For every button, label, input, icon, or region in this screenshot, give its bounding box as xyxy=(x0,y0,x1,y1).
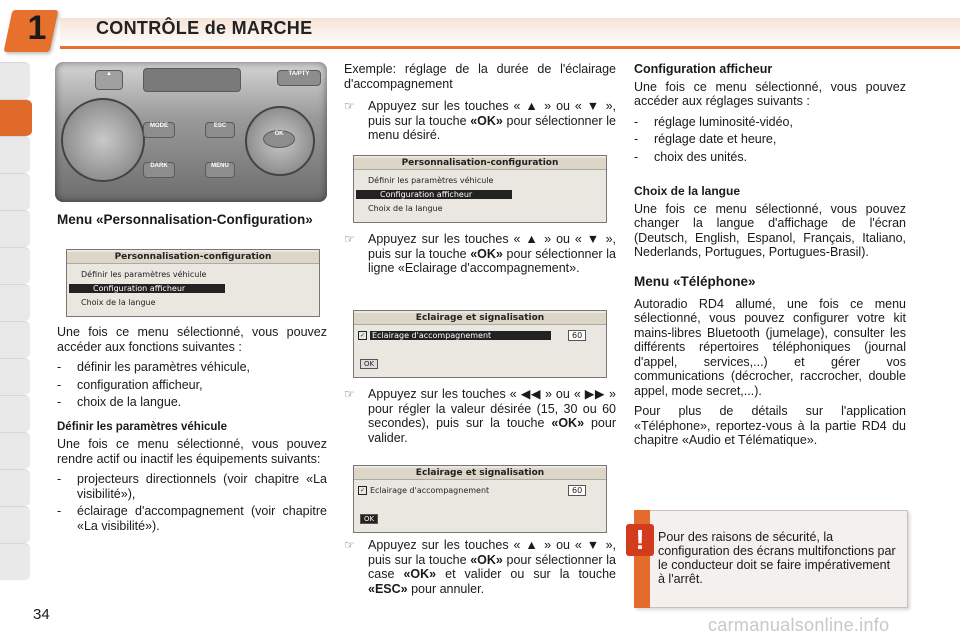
page-title: CONTRÔLE de MARCHE xyxy=(96,18,313,38)
chapter-tab[interactable] xyxy=(0,284,30,322)
list-item: - choix des unités. xyxy=(634,150,906,165)
screen-line: Définir les paramètres véhicule xyxy=(81,270,207,279)
exclamation-icon: ! xyxy=(626,524,654,556)
chapter-tab[interactable] xyxy=(0,173,30,211)
ok-button: OK xyxy=(263,130,295,148)
telephone-title: Menu «Téléphone» xyxy=(634,273,756,289)
middle-step-4 xyxy=(344,538,616,602)
step-3: ☞ Appuyez sur les touches « ◀◀ » ou « ▶▶ » pour régler la valeur désirée (15, 30 ou 60 secondes), puis sur la touche «OK» pour valider. xyxy=(344,387,616,445)
ok-box: OK xyxy=(360,359,378,369)
chapter-number: 1 xyxy=(27,9,47,47)
screen-line: Choix de la langue xyxy=(81,298,156,307)
equipment-list xyxy=(57,472,327,533)
telephone-text: Autoradio RD4 allumé, une fois ce menu sélectionné, vous pouvez configurer votre kit mains-libres Bluetooth (jumelage), consulter les différents répertoires téléphoniques (journal d'appel, services,...) et gérer vos communications (décrocher, raccrocher, double appel, mode secret,...). xyxy=(634,296,906,398)
screen-title: Personnalisation-configuration xyxy=(67,252,319,264)
pointing-hand-icon: ☞ xyxy=(344,232,355,246)
lang-text: Une fois ce menu sélectionné, vous pouvez changer la langue d'affichage de l'écran (Deutsch, English, Espanol, Français, Italiano, Nederlands, Portugues, Portugues-Brasil). xyxy=(634,201,906,259)
chapter-tab[interactable] xyxy=(0,432,30,470)
ta-pty-button: TA/PTY xyxy=(277,70,321,86)
left-column xyxy=(57,212,327,235)
list-item: - projecteurs directionnels (voir chapitre «La visibilité»), xyxy=(57,472,327,501)
section-text: Une fois ce menu sélectionné, vous pouvez rendre actif ou inactif les équipements suivants: xyxy=(57,437,327,466)
chapter-tab[interactable] xyxy=(0,136,30,174)
chapter-tab[interactable] xyxy=(0,321,30,359)
list-item: - configuration afficheur, xyxy=(57,378,327,393)
step-1: ☞ Appuyez sur les touches « ▲ » ou « ▼ », puis sur la touche «OK» pour sélectionner le menu désiré. xyxy=(344,99,616,142)
list-item: - éclairage d'accompagnement (voir chapitre «La visibilité»). xyxy=(57,504,327,533)
pointing-hand-icon: ☞ xyxy=(344,538,355,552)
list-item: - choix de la langue. xyxy=(57,395,327,410)
checkbox-icon: ✓ xyxy=(359,487,366,494)
list-item: - réglage luminosité-vidéo, xyxy=(634,115,906,130)
intro-text: Une fois ce menu sélectionné, vous pouvez accéder aux fonctions suivantes : xyxy=(57,325,327,354)
chapter-tab[interactable] xyxy=(0,247,30,285)
example-text: Exemple: réglage de la durée de l'éclairage d'accompagnement xyxy=(344,62,616,91)
chapter-tab[interactable] xyxy=(0,358,30,396)
chapter-tab[interactable] xyxy=(0,395,30,433)
chapter-tab[interactable] xyxy=(0,543,30,581)
section-title: Définir les paramètres véhicule xyxy=(57,420,228,433)
mode-button: MODE xyxy=(143,122,175,138)
lang-title: Choix de la langue xyxy=(634,184,741,198)
menu-personnalisation-title: Menu «Personnalisation-Configuration» xyxy=(57,212,313,227)
list-item: - réglage date et heure, xyxy=(634,132,906,147)
duration-value: 60 xyxy=(568,485,586,496)
telephone-text-more: Pour plus de détails sur l'application «Téléphone», reportez-vous à la partie RD4 du chapitre «Audio et Télématique». xyxy=(634,404,906,447)
step-2: ☞ Appuyez sur les touches « ▲ » ou « ▼ », puis sur la touche «OK» pour sélectionner la ligne «Eclairage d'accompagnement». xyxy=(344,232,616,275)
hazard-button: ▲ xyxy=(95,70,123,90)
volume-knob xyxy=(61,98,145,182)
checkbox-icon: ✓ xyxy=(359,332,366,339)
config-list xyxy=(634,115,906,165)
chapter-tab[interactable] xyxy=(0,62,30,100)
middle-column xyxy=(344,62,616,149)
screen-line: Définir les paramètres véhicule xyxy=(368,176,494,185)
list-item: - définir les paramètres véhicule, xyxy=(57,360,327,375)
screen-eclairage-1 xyxy=(353,310,607,378)
radio-panel-photo xyxy=(55,62,327,202)
screen-menu-1 xyxy=(66,249,320,317)
cd-slot xyxy=(143,68,241,92)
chapter-tab-active[interactable] xyxy=(0,99,32,137)
pointing-hand-icon: ☞ xyxy=(344,387,355,401)
function-list xyxy=(57,360,327,410)
screen-line: ✓ Eclairage d'accompagnement xyxy=(359,486,490,495)
middle-step-3 xyxy=(344,387,616,451)
chapter-tab[interactable] xyxy=(0,469,30,507)
pointing-hand-icon: ☞ xyxy=(344,99,355,113)
screen-menu-2 xyxy=(353,155,607,223)
screen-title: Eclairage et signalisation xyxy=(354,313,606,325)
page-number: 34 xyxy=(33,606,50,623)
screen-line-selected: Configuration afficheur xyxy=(69,284,225,293)
chapter-tab[interactable] xyxy=(0,210,30,248)
middle-step-2 xyxy=(344,232,616,282)
ok-box-selected: OK xyxy=(360,514,378,524)
esc-button: ESC xyxy=(205,122,235,138)
screen-eclairage-2 xyxy=(353,465,607,533)
chapter-tabs xyxy=(0,0,34,640)
header-rule xyxy=(60,46,960,49)
screen-line: Choix de la langue xyxy=(368,204,443,213)
right-column xyxy=(634,62,906,454)
screen-title: Eclairage et signalisation xyxy=(354,468,606,480)
duration-value: 60 xyxy=(568,330,586,341)
watermark: carmanualsonline.info xyxy=(708,615,890,635)
step-4: ☞ Appuyez sur les touches « ▲ » ou « ▼ », puis sur la touche «OK» pour sélectionner la case «OK» et valider ou sur la touche «ESC» pour annuler. xyxy=(344,538,616,596)
config-text: Une fois ce menu sélectionné, vous pouvez accéder aux réglages suivants : xyxy=(634,79,906,108)
screen-line-selected: Configuration afficheur xyxy=(356,190,512,199)
screen-title: Personnalisation-configuration xyxy=(354,158,606,170)
warning-text: Pour des raisons de sécurité, la configuration des écrans multifonctions par le conducteur doit se faire impérativement à l'arrêt. xyxy=(658,530,896,586)
menu-button: MENU xyxy=(205,162,235,178)
left-column-body xyxy=(57,325,327,539)
dark-button: DARK xyxy=(143,162,175,178)
chapter-tab[interactable] xyxy=(0,506,30,544)
screen-line-selected: ✓ Eclairage d'accompagnement xyxy=(358,331,551,340)
config-title: Configuration afficheur xyxy=(634,62,773,76)
